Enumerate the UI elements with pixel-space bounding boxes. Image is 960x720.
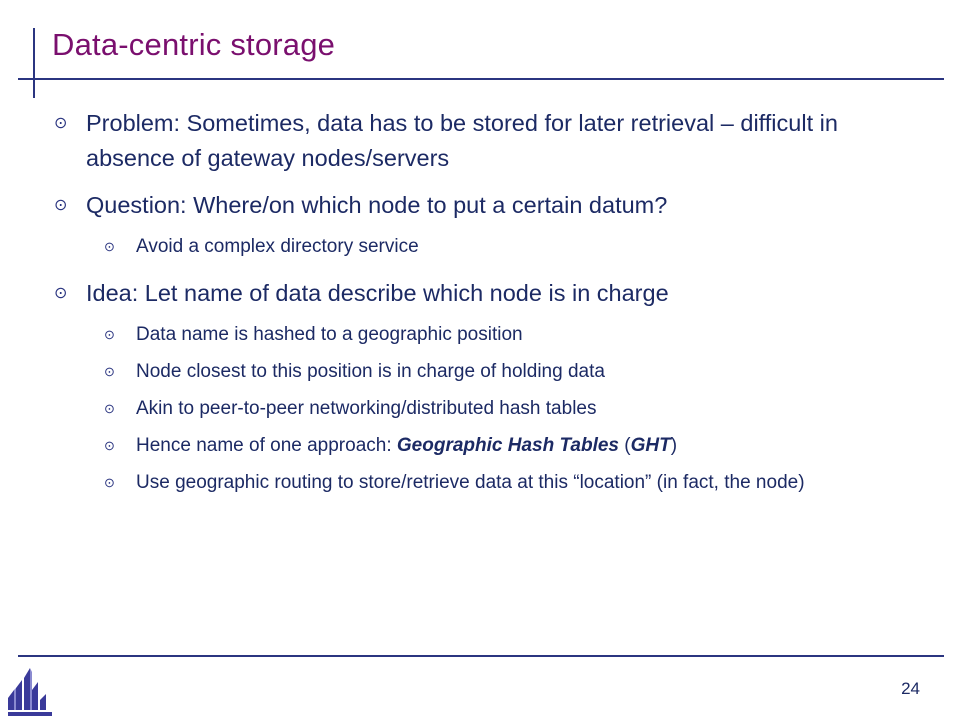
bullet-icon: ⊙ [104,401,115,416]
sub-bullet-approach [102,432,922,459]
bullet-text: Question: Where/on which node to put a certain datum? [86,192,668,218]
approach-open-paren: ( [619,435,631,456]
bullet-icon: ⊙ [104,438,115,453]
footer-rule [18,655,944,657]
bullet-icon: ⊙ [104,364,115,379]
bullet-text: Problem: Sometimes, data has to be stored for later retrieval – difficult in absence of gateway nodes/servers [86,110,838,171]
sub-bullet-text: Use geographic routing to store/retrieve data at this “location” (in fact, the node) [136,472,805,493]
title-underline-rule [18,78,944,80]
bullet-question [52,188,922,223]
bullet-list [52,106,922,506]
sub-bullet [102,358,922,385]
sub-bullet [102,321,922,348]
approach-abbr: GHT [630,435,671,456]
sub-bullet [102,233,922,260]
bullet-icon: ⊙ [104,475,115,490]
sub-bullet-text: Akin to peer-to-peer networking/distributed hash tables [136,398,597,419]
sub-bullet [102,469,922,496]
sub-bullet [102,395,922,422]
approach-close-paren: ) [670,435,678,456]
title-vertical-rule [33,28,35,98]
sub-bullet-text: Node closest to this position is in charge of holding data [136,361,605,382]
approach-term: Geographic Hash Tables [396,435,619,456]
sub-bullet-text: Data name is hashed to a geographic position [136,324,523,345]
page-number: 24 [901,679,920,698]
bullet-idea [52,276,922,311]
bullet-text: Idea: Let name of data describe which node is in charge [86,280,669,306]
bullet-icon: ⊙ [54,197,68,214]
sub-bullet-text: Avoid a complex directory service [136,236,419,257]
bullet-icon: ⊙ [104,327,115,342]
bullet-icon: ⊙ [54,285,68,302]
bullet-problem [52,106,922,176]
approach-prefix: Hence name of one approach: [136,435,397,456]
slide-title: Data-centric storage [52,27,336,62]
university-logo-icon [6,660,54,718]
bullet-icon: ⊙ [54,115,68,132]
bullet-icon: ⊙ [104,239,115,254]
